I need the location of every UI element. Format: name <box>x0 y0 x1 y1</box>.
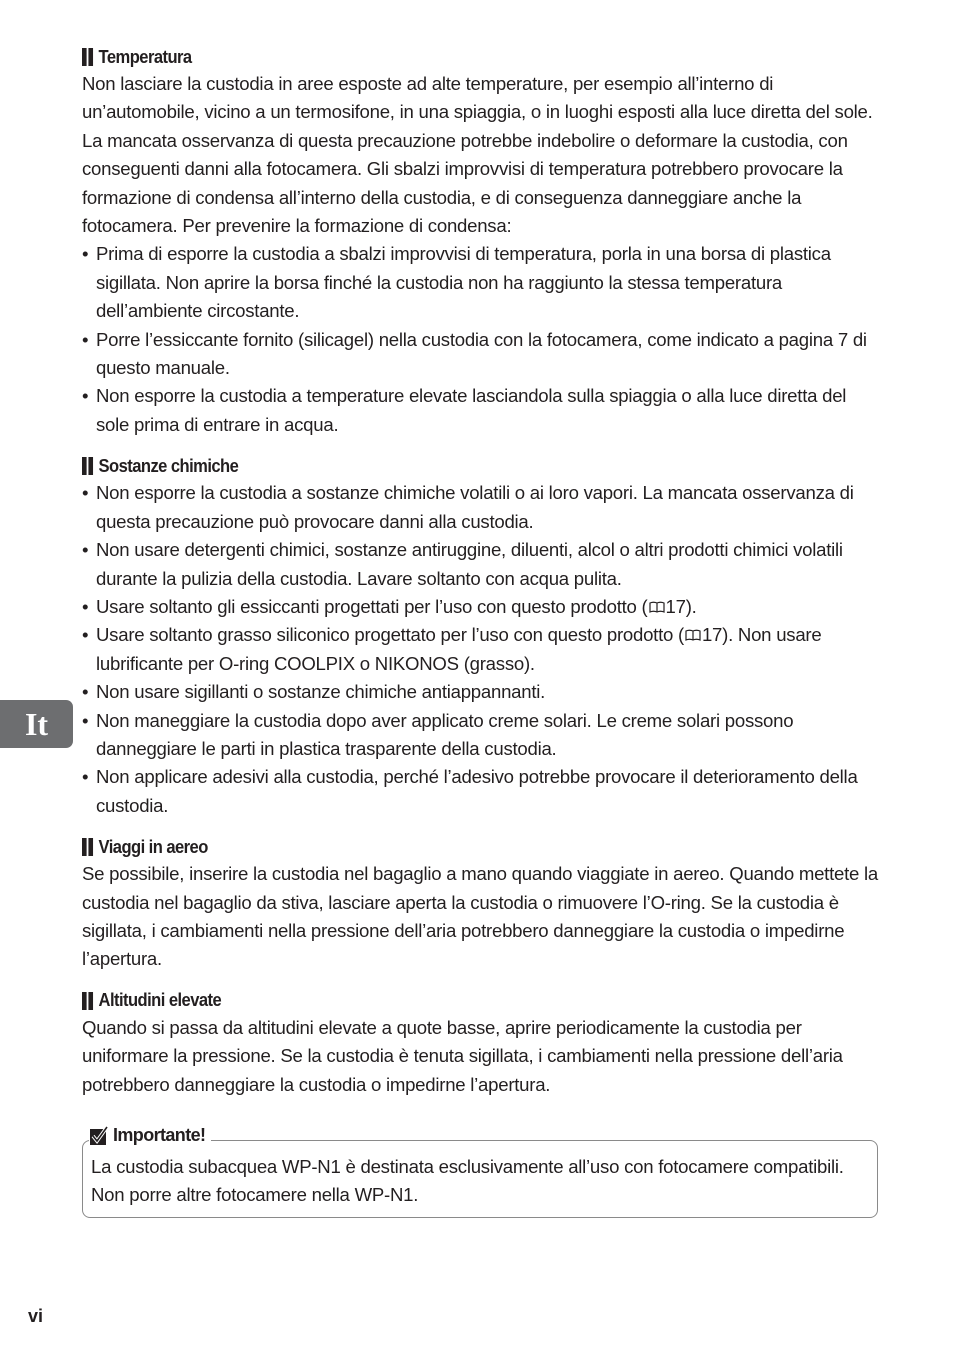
section-paragraph: Se possibile, inserire la custodia nel bagaglio a mano quando viaggiate in aereo. Quando mettete la custodia nel bagaglio da stiva, lasciare aperta la custodia o rimuovere l’O-ring. Se la custodia è sigillata, i cambiamenti nella pressione dell’aria potrebbero danneggiare la custodia o impedirne l’apertura. <box>82 863 878 970</box>
language-tab: It <box>0 700 73 748</box>
list-item-text: ). Non usare lubrificante per O-ring COOLPIX o NIKONOS (grasso). <box>96 624 822 674</box>
section-heading <box>82 453 818 479</box>
notice-text: La custodia subacquea WP-N1 è destinata esclusivamente all’uso con fotocamere compatibili. Non porre altre fotocamere nella WP-N1. <box>91 1156 844 1206</box>
list-item-with-reference <box>82 621 882 678</box>
list-item-text: ). <box>685 595 697 617</box>
section-marker-icon <box>82 992 93 1010</box>
notice-title-text: Importante! <box>113 1125 206 1145</box>
section-marker-icon <box>82 48 93 66</box>
section-heading <box>82 44 818 70</box>
page-reference[interactable]: 17 <box>665 595 686 617</box>
section-marker-icon <box>82 457 93 475</box>
list-item-with-reference <box>82 593 882 621</box>
page-content <box>82 44 882 1113</box>
list-item-text: Usare soltanto gli essiccanti progettati per l’uso con questo prodotto ( <box>96 595 648 617</box>
section-title: Viaggi in aereo <box>98 836 208 857</box>
section-sostanze-chimiche <box>82 453 882 820</box>
bullet-list <box>82 240 882 439</box>
list-item: • Non usare sigillanti o sostanze chimiche antiappannanti. <box>82 678 882 706</box>
list-item-text: Usare soltanto grasso siliconico progettato per l’uso con questo prodotto ( <box>96 624 684 646</box>
section-heading <box>82 834 818 860</box>
list-item: • Porre l’essiccante fornito (silicagel) nella custodia con la fotocamera, come indicato a pagina 7 di questo manuale. <box>82 326 882 383</box>
section-viaggi-in-aereo <box>82 834 882 974</box>
section-title: Temperatura <box>98 46 192 67</box>
page-number: vi <box>28 1306 44 1326</box>
check-icon <box>89 1126 109 1146</box>
book-icon <box>649 601 665 614</box>
page-reference[interactable]: 17 <box>701 624 723 646</box>
section-marker-icon <box>82 838 93 856</box>
section-title: Sostanze chimiche <box>98 455 239 476</box>
list-item: • Non usare detergenti chimici, sostanze antiruggine, diluenti, alcol o altri prodotti chimici volatili durante la pulizia della custodia. Lavare soltanto con acqua pulita. <box>82 536 882 593</box>
section-paragraph: Quando si passa da altitudini elevate a quote basse, aprire periodicamente la custodia per uniformare la pressione. Se la custodia è tenuta sigillata, i cambiamenti nella pressione dell’aria potrebbero danneggiare la custodia o impedirne l’apertura. <box>82 1016 843 1095</box>
section-heading <box>82 988 818 1014</box>
list-item: • Non applicare adesivi alla custodia, perché l’adesivo potrebbe provocare il deterioramento della custodia. <box>82 763 882 820</box>
list-item: • Prima di esporre la custodia a sbalzi improvvisi di temperatura, porla in una borsa di plastica sigillata. Non aprire la borsa finché la custodia non ha raggiunto la stessa temperatura dell’ambiente circostante. <box>82 240 882 325</box>
important-notice-box <box>82 1125 878 1218</box>
bullet-list <box>82 479 882 820</box>
list-item: • Non esporre la custodia a sostanze chimiche volatili o ai loro vapori. La mancata osservanza di questa precauzione può provocare danni alla custodia. <box>82 479 882 536</box>
section-altitudini-elevate <box>82 988 882 1099</box>
section-title: Altitudini elevate <box>98 990 222 1011</box>
list-item: • Non maneggiare la custodia dopo aver applicato creme solari. Le creme solari possono danneggiare le parti in plastica trasparente della custodia. <box>82 707 882 764</box>
book-icon <box>685 629 701 642</box>
list-item: • Non esporre la custodia a temperature elevate lasciandola sulla spiaggia o alla luce diretta del sole prima di entrare in acqua. <box>82 382 882 439</box>
section-temperatura <box>82 44 882 439</box>
section-paragraph: Non lasciare la custodia in aree esposte ad alte temperature, per esempio all’interno di un’automobile, vicino a un termosifone, in una spiaggia, o in luoghi esposti alla luce diretta del sole. La mancata osservanza di questa precauzione potrebbe indebolire o deformare la custodia, con conseguenti danni alla fotocamera. Gli sbalzi improvvisi di temperatura potrebbero provocare la formazione di condensa all’interno della custodia, e di conseguenza danneggiare anche la fotocamera. Per prevenire la formazione di condensa: <box>82 73 873 237</box>
notice-title <box>89 1125 211 1146</box>
